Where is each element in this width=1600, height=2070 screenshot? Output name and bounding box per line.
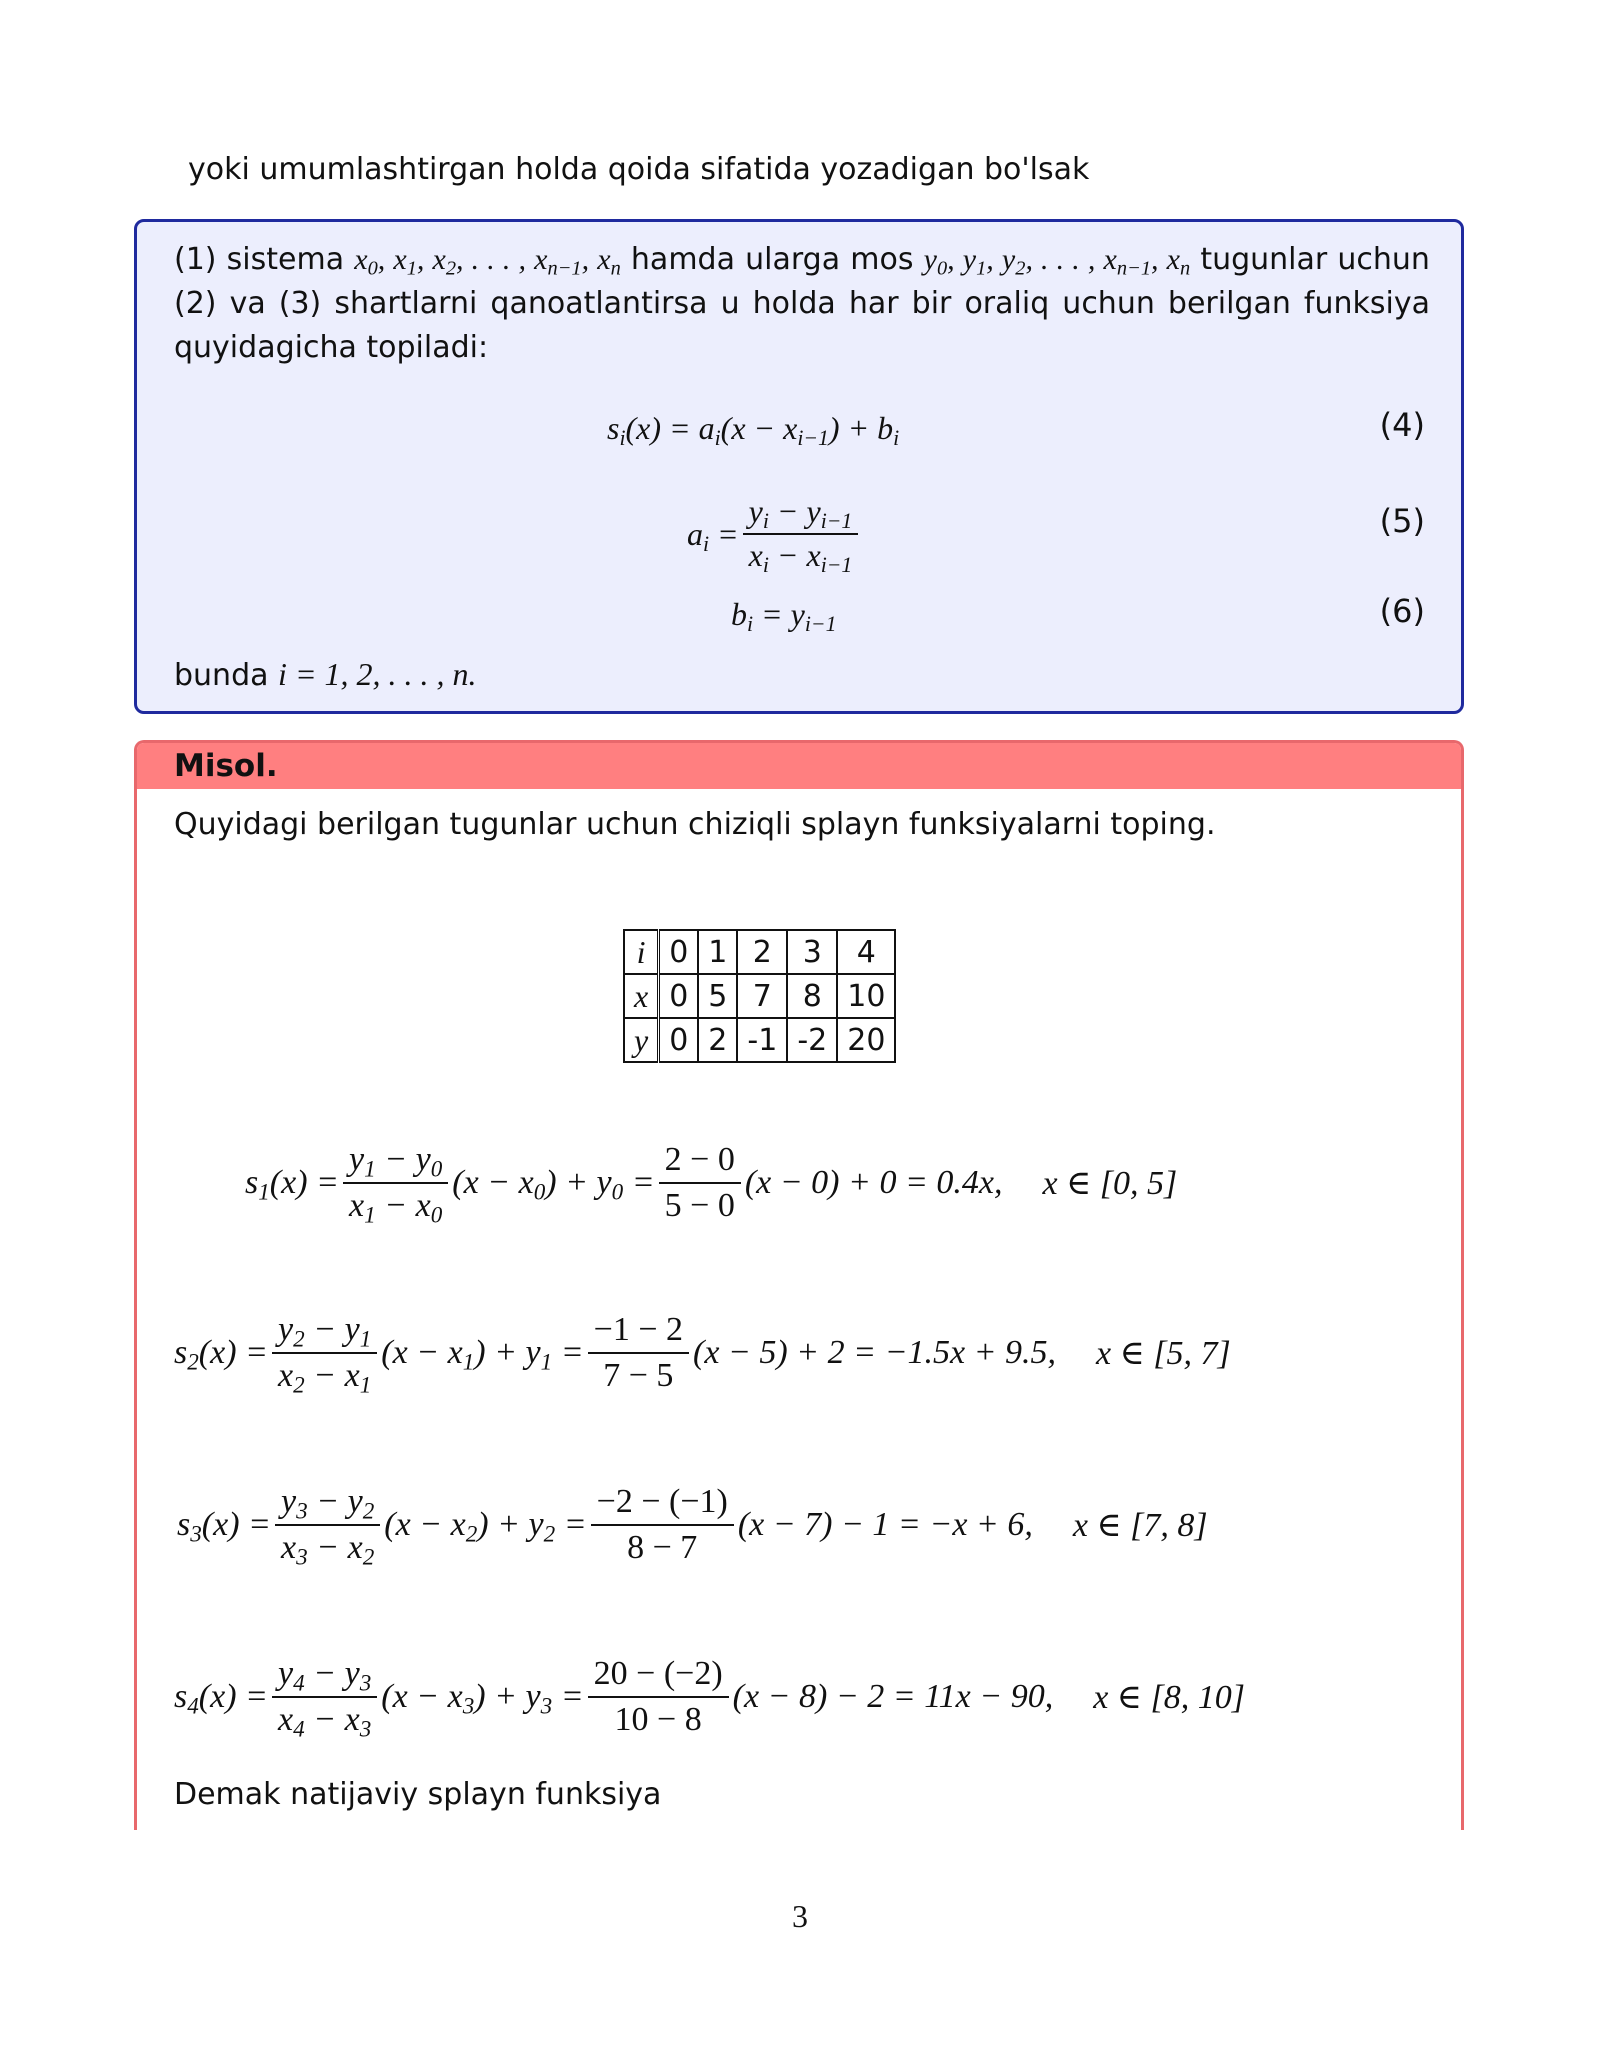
theorem-statement [174,238,1430,370]
equation-6: $b_i = y_{i-1}$ [731,596,837,637]
table-row: i 0 1 2 3 4 [624,930,895,974]
page-number: 3 [792,1898,808,1934]
example-task: Quyidagi berilgan tugunlar uchun chiziqli splayn funksiyalarni toping. [174,807,1216,842]
equation-number-6: (6) [1379,592,1425,630]
nodes-x-list: $x_0$, $x_1$, $x_2$, . . . , $x_{n-1}$, $x_n$ [354,243,621,280]
theorem-text-2: hamda ularga mos [630,242,914,277]
node-table [623,929,896,1063]
table-row: x 0 5 7 8 10 [624,974,895,1018]
theorem-text-3: tugunlar uchun (2) va (3) shartlarni qanoatlantirsa u holda har bir oraliq uchun berilgan funksiya quyidagicha topiladi: [174,242,1430,365]
spline-s3: $s_3(x)$ = $\frac{y_3 - y_2}{x_3 - x_2}$ $(x - x_2) + y_2$ = $\frac{-2 - (-1)}{8 - 7}$ (x − 7) − 1 = −x + 6, x ∈ [7, 8] [177,1483,1208,1571]
example-box [134,740,1464,1830]
theorem-text-1: (1) sistema [174,242,345,277]
equation-5-fraction: $\frac{y_i - y_{i-1}}{x_i - x_{i-1}}$ [743,495,859,572]
equation-number-4: (4) [1379,406,1425,444]
example-conclusion: Demak natijaviy splayn funksiya [174,1777,662,1812]
spline-s2: $s_2(x)$ = $\frac{y_2 - y_1}{x_2 - x_1}$ $(x - x_1) + y_1$ = $\frac{-1 - 2}{7 - 5}$ (x − 5) + 2 = −1.5x + 9.5, x ∈ [5, 7] [174,1311,1231,1399]
intro-line: yoki umumlashtirgan holda qoida sifatida yozadigan bo'lsak [188,152,1090,187]
equation-5: $a_i$ = $\frac{y_i - y_{i-1}}{x_i - x_{i-1}}$ [687,484,862,584]
spline-s4: $s_4(x)$ = $\frac{y_4 - y_3}{x_4 - x_3}$ $(x - x_3) + y_3$ = $\frac{20 - (-2)}{10 - 8}$ (x − 8) − 2 = 11x − 90, x ∈ [8, 10] [174,1655,1245,1743]
example-title: Misol. [174,748,278,784]
theorem-footer: bunda i = 1, 2, . . . , n. [174,656,477,693]
spline-s1: $s_1(x)$ = $\frac{y_1 - y_0}{x_1 - x_0}$ $(x - x_0) + y_0$ = $\frac{2 - 0}{5 - 0}$ (x − 0) + 0 = 0.4x, x ∈ [0, 5] [245,1141,1178,1229]
table-row: y 0 2 -1 -2 20 [624,1018,895,1062]
equation-4: $s_i(x) = a_i(x - x_{i-1}) + b_i$ [607,410,900,451]
nodes-y-list: $y_0$, $y_1$, $y_2$, . . . , $x_{n-1}$, $x_n$ [923,243,1191,280]
example-header [137,743,1461,789]
equation-number-5: (5) [1379,502,1425,540]
theorem-box [134,219,1464,714]
